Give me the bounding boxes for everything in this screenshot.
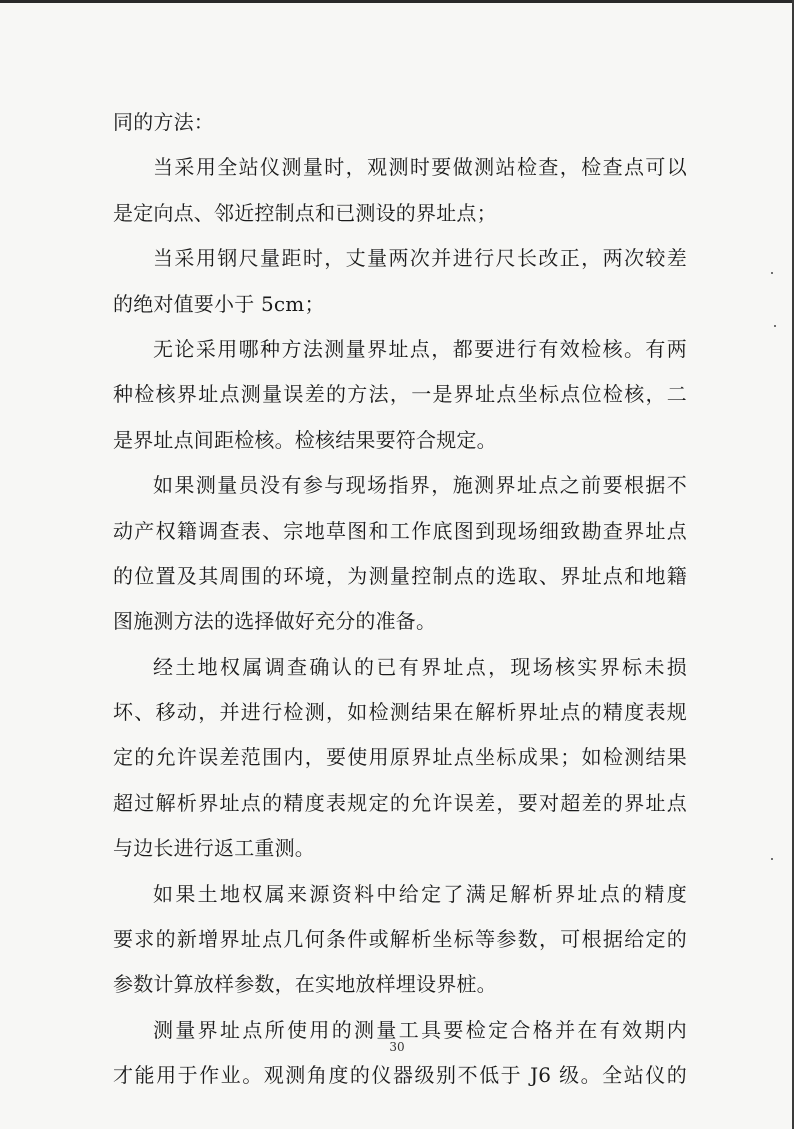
text-line: 当采用全站仪测量时，观测时要做测站检查，检查点可以 bbox=[153, 155, 687, 180]
text-line: 如果测量员没有参与现场指界，施测界址点之前要根据不 bbox=[153, 473, 687, 498]
scan-dot bbox=[774, 325, 776, 327]
text-line: 图施测方法的选择做好充分的准备。 bbox=[113, 609, 437, 634]
text-line: 如果土地权属来源资料中给定了满足解析界址点的精度 bbox=[153, 881, 687, 906]
text-line: 种检核界址点测量误差的方法，一是界址点坐标点位检核，二 bbox=[113, 382, 687, 407]
text-line: 定的允许误差范围内，要使用原界址点坐标成果；如检测结果 bbox=[113, 745, 687, 770]
text-line: 的位置及其周围的环境，为测量控制点的选取、界址点和地籍 bbox=[113, 563, 687, 588]
text-line: 与边长进行返工重测。 bbox=[113, 836, 315, 861]
page-number: 30 bbox=[389, 1040, 405, 1054]
text-line: 是界址点间距检核。检核结果要符合规定。 bbox=[113, 427, 497, 452]
text-line: 才能用于作业。观测角度的仪器级别不低于 J6 级。全站仪的 bbox=[113, 1063, 687, 1088]
page-top-border bbox=[0, 0, 794, 3]
scan-dot bbox=[771, 272, 773, 274]
text-line: 同的方法： bbox=[113, 110, 214, 134]
text-line: 动产权籍调查表、宗地草图和工作底图到现场细致勘查界址点 bbox=[113, 518, 687, 543]
text-line: 是定向点、邻近控制点和已测设的界址点； bbox=[113, 200, 497, 225]
text-line: 坏、移动，并进行检测，如检测结果在解析界址点的精度表规 bbox=[113, 700, 687, 725]
text-line: 参数计算放样参数，在实地放样埋设界桩。 bbox=[113, 972, 497, 997]
scan-dot bbox=[771, 858, 773, 860]
text-line: 经土地权属调查确认的已有界址点，现场核实界标未损 bbox=[153, 654, 687, 679]
text-line: 的绝对值要小于 5cm； bbox=[113, 291, 325, 316]
document-body bbox=[113, 100, 687, 1099]
text-line: 超过解析界址点的精度表规定的允许误差，要对超差的界址点 bbox=[113, 790, 687, 815]
text-line: 要求的新增界址点几何条件或解析坐标等参数，可根据给定的 bbox=[113, 927, 687, 952]
text-line: 无论采用哪种方法测量界址点，都要进行有效检核。有两 bbox=[153, 336, 687, 361]
text-line: 测量界址点所使用的测量工具要检定合格并在有效期内 bbox=[153, 1017, 687, 1042]
text-line: 当采用钢尺量距时，丈量两次并进行尺长改正，两次较差 bbox=[153, 246, 687, 271]
